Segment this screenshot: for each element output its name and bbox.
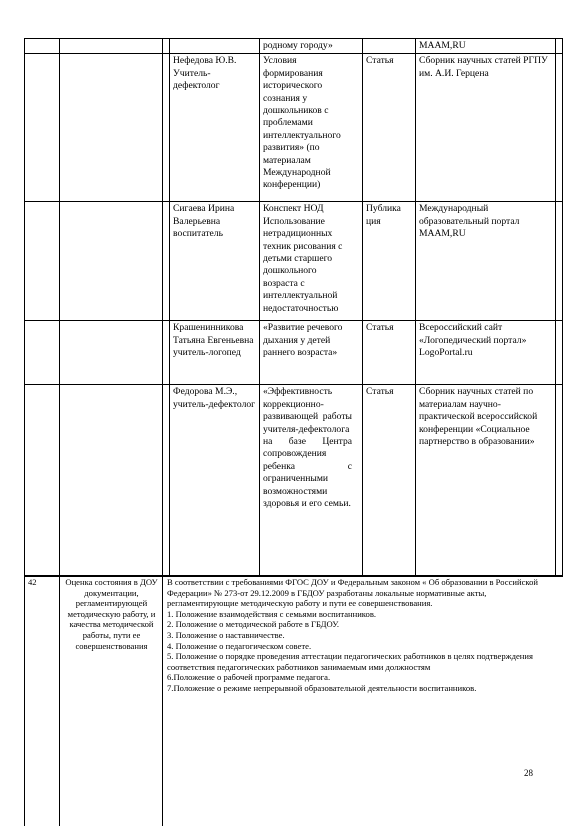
list-item: 2. Положение о методической работе в ГБДОУ.	[167, 619, 340, 630]
list-item: 1. Положение взаимодействия с семьями воспитанников.	[167, 608, 377, 619]
source-cell: Международный образовательный портал MAAM,RU	[416, 202, 556, 321]
publications-table	[24, 38, 563, 577]
source-cell: Сборник научных статей РГПУ им. А.И. Герцена	[416, 54, 556, 202]
type-cell	[363, 39, 416, 54]
item-42-row	[24, 575, 561, 825]
source-cell: Сборник научных статей по материалам научно-практической всероссийской конференции «Социальное партнерство в образовании»	[416, 385, 556, 577]
item-number: 42	[28, 577, 37, 587]
item-description	[163, 576, 562, 695]
list-item: 7.Положение о режиме непрерывной образовательной деятельности воспитанников.	[167, 682, 477, 693]
table-row	[25, 385, 563, 577]
list-item: 3. Положение о наставничестве.	[167, 629, 285, 640]
page-number: 28	[524, 768, 533, 778]
list-item: 5. Положение о порядке проведения аттестации педагогических работников в целях подтверждения соответствия педагогических работников занимаемым ими должностям	[167, 651, 533, 672]
intro-text: В соответствии с требованиями ФГОС ДОУ и Федеральным законом « Об образовании в Российской Федерации» № 273-от 29.12.2009 в ГБДОУ разработаны локальные нормативные акты, регламентирующие методическую работу и пути ее совершенствования.	[167, 577, 539, 609]
title-cell: Условия формирования исторического сознания у дошкольников с проблемами интеллектуального развития» (по материалам Международной конференции)	[260, 54, 363, 202]
author-cell	[170, 39, 260, 54]
list-item: 4. Положение о педагогическом совете.	[167, 640, 312, 651]
author-cell: Крашенинникова Татьяна Евгеньевна учитель-логопед	[170, 321, 260, 385]
type-cell: Статья	[363, 385, 416, 577]
author-cell: Сигаева Ирина Валерьевна воспитатель	[170, 202, 260, 321]
table-row	[25, 54, 563, 202]
source-cell: Всероссийский сайт «Логопедический портал» LogoPortal.ru	[416, 321, 556, 385]
author-cell: Федорова М.Э., учитель-дефектолог	[170, 385, 260, 577]
table-row	[25, 202, 563, 321]
title-cell: Конспект НОД Использование нетрадиционных техник рисования с детьми старшего дошкольного возраста с интеллектуальной недостаточностью	[260, 202, 363, 321]
type-cell: Статья	[363, 54, 416, 202]
type-cell: Статья	[363, 321, 416, 385]
table-row	[25, 39, 563, 54]
title-cell: «Развитие речевого дыхания у детей раннего возраста»	[260, 321, 363, 385]
title-cell: родному городу»	[260, 39, 363, 54]
author-cell: Нефедова Ю.В. Учитель-дефектолог	[170, 54, 260, 202]
type-cell: Публика ция	[363, 202, 416, 321]
item-label: Оценка состояния в ДОУ документации, регламентирующей методическую работу, и качества методической работы, пути ее совершенствования	[65, 577, 158, 651]
source-cell: MAAM,RU	[416, 39, 556, 54]
list-item: 6.Положение о рабочей программе педагога.	[167, 672, 331, 683]
table-row	[25, 321, 563, 385]
title-cell: «Эффективность коррекционно-развивающей работы учителя-дефектолога на базе Центра сопровождения ребенка с ограниченными возможностями здоровья и его семьи.	[260, 385, 363, 577]
